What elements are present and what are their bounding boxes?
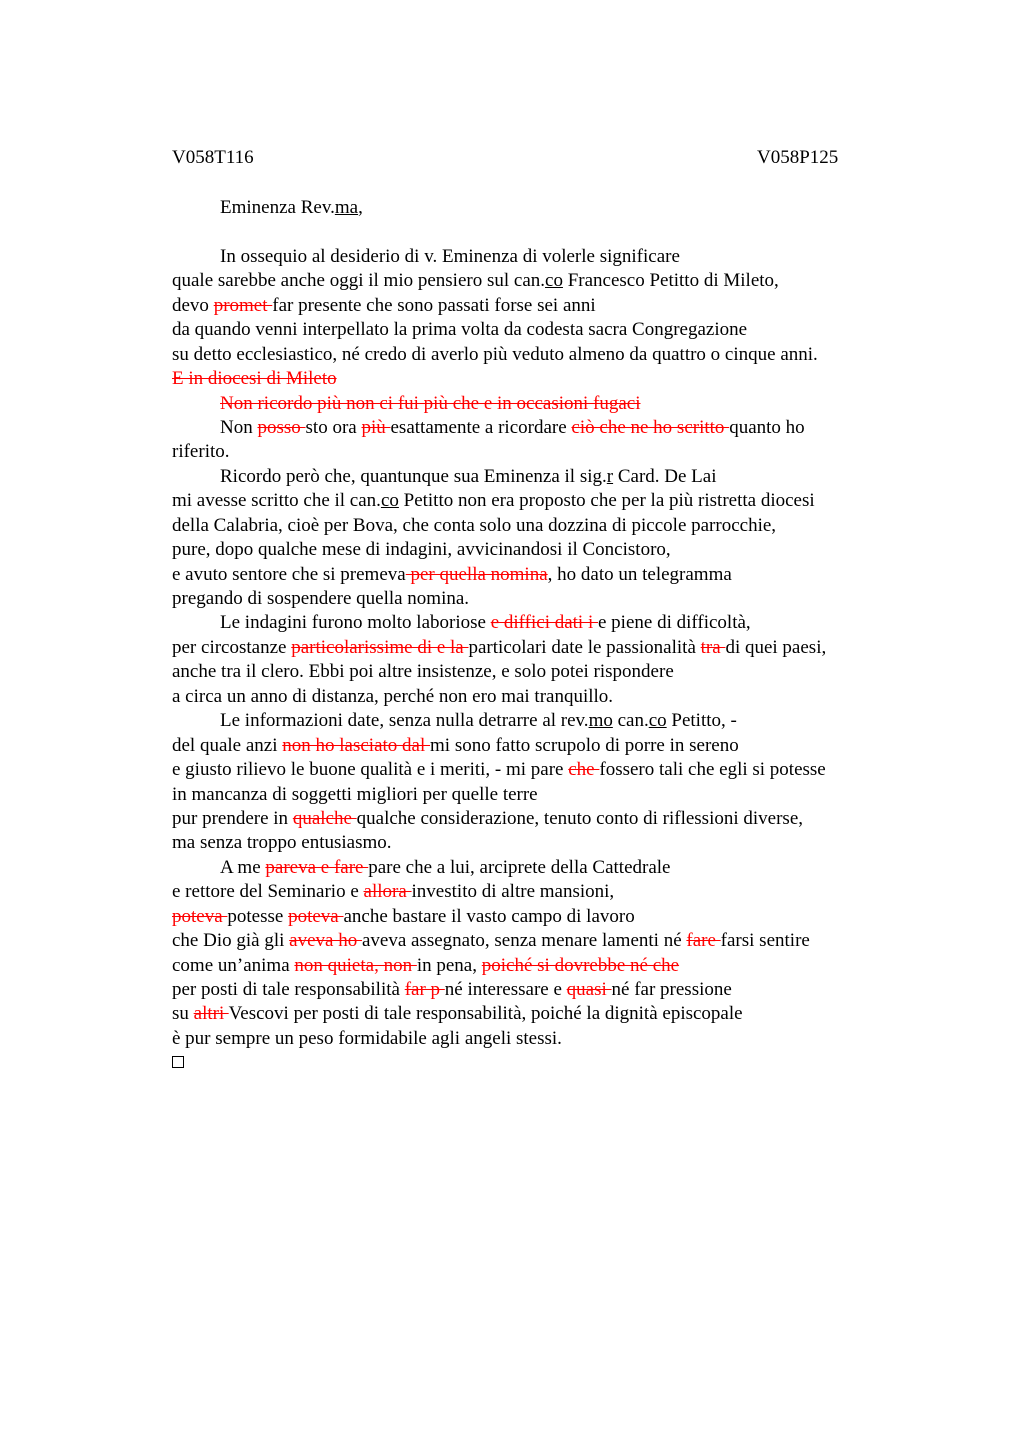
deleted-text: particolarissime di e la <box>291 636 469 658</box>
text-line: Le informazioni date, senza nulla detrarre al rev.mo can.co Petitto, - <box>220 710 737 732</box>
deleted-text: per quella nomina <box>405 563 548 585</box>
text-line: pregando di sospendere quella nomina. <box>172 588 470 609</box>
text-line: e avuto sentore che si premeva per quella nomina, ho dato un telegramma <box>172 563 732 585</box>
end-marker <box>172 1051 902 1075</box>
deleted-text: poteva <box>172 905 228 927</box>
text-line: è pur sempre un peso formidabile agli angeli stessi. <box>172 1027 562 1049</box>
deleted-text: pareva e fare <box>265 856 369 878</box>
text-line: Non posso sto ora più esattamente a ricordare ciò che ne ho scritto quanto ho <box>220 416 805 438</box>
text-line: Ricordo però che, quantunque sua Eminenza il sig.r Card. De Lai <box>220 465 717 487</box>
letter-body <box>172 196 902 1076</box>
text-line: quale sarebbe anche oggi il mio pensiero sul can.co Francesco Petitto di Mileto, <box>172 270 779 292</box>
deleted-text: ciò che ne ho scritto <box>571 416 730 438</box>
text-line: Le indagini furono molto laboriose e diffici dati i e piene di difficoltà, <box>220 612 751 634</box>
deleted-text: e diffici dati i <box>490 612 598 634</box>
text-line: su detto ecclesiastico, né credo di averlo più veduto almeno da quattro o cinque anni. <box>172 343 818 365</box>
text-line: su altri Vescovi per posti di tale responsabilità, poiché la dignità episcopale <box>172 1003 743 1025</box>
deleted-text: promet <box>213 294 273 316</box>
deleted-text: più <box>361 416 391 438</box>
text-line: del quale anzi non ho lasciato dal mi sono fatto scrupolo di porre in sereno <box>172 734 739 756</box>
text-line: per posti di tale responsabilità far p né interessare e quasi né far pressione <box>172 979 732 1000</box>
text-line: per circostanze particolarissime di e la particolari date le passionalità tra di quei paesi, <box>172 636 827 658</box>
text-line: A me pareva e fare pare che a lui, arciprete della Cattedrale <box>220 856 671 878</box>
text-line: anche tra il clero. Ebbi poi altre insistenze, e solo potei rispondere <box>172 661 674 683</box>
document-code-left: V058T116 <box>172 147 254 168</box>
deleted-text: non ho lasciato dal <box>282 734 431 756</box>
deleted-text: allora <box>363 881 412 903</box>
text-line: come un’anima non quieta, non in pena, poiché si dovrebbe né che <box>172 954 680 976</box>
deleted-text: fare <box>686 930 721 952</box>
deleted-text: che <box>568 759 600 781</box>
text-line: riferito. <box>172 441 230 463</box>
document-code-right: V058P125 <box>757 147 839 168</box>
deleted-text: posso <box>257 416 306 438</box>
deleted-text: qualche <box>292 807 357 829</box>
text-line: pur prendere in qualche qualche considerazione, tenuto conto di riflessioni diverse, <box>172 807 804 829</box>
salutation: Eminenza Rev.ma, <box>220 197 363 218</box>
text-line: in mancanza di soggetti migliori per quelle terre <box>172 783 538 805</box>
deleted-text: aveva ho <box>289 930 362 952</box>
deleted-text: far p <box>404 979 445 1000</box>
deleted-text: quasi <box>566 979 612 1000</box>
text-line: pure, dopo qualche mese di indagini, avvicinandosi il Concistoro, <box>172 539 671 561</box>
deleted-text: tra <box>700 636 726 658</box>
text-line: mi avesse scritto che il can.co Petitto non era proposto che per la più ristretta diocesi <box>172 490 815 512</box>
deleted-text: non quieta, non <box>294 954 417 976</box>
text-line: e giusto rilievo le buone qualità e i meriti, - mi pare che fossero tali che egli si potesse <box>172 759 826 781</box>
deleted-text: altri <box>193 1003 229 1025</box>
deleted-text: poiché si dovrebbe né che <box>481 954 680 976</box>
text-line: devo promet far presente che sono passati forse sei anni <box>172 294 596 316</box>
text-line: della Calabria, cioè per Bova, che conta solo una dozzina di piccole parrocchie, <box>172 514 777 536</box>
text-line: e rettore del Seminario e allora investito di altre mansioni, <box>172 881 615 903</box>
empty-square-icon <box>172 1056 184 1068</box>
text-line: In ossequio al desiderio di v. Eminenza di volerle significare <box>220 245 680 267</box>
text-line: da quando venni interpellato la prima volta da codesta sacra Congregazione <box>172 319 748 341</box>
deleted-line: Non ricordo più non ci fui più che e in occasioni fugaci <box>220 392 641 414</box>
text-line: poteva potesse poteva anche bastare il vasto campo di lavoro <box>172 905 635 927</box>
deleted-line: E in diocesi di Mileto <box>172 368 337 390</box>
deleted-text: poteva <box>288 905 344 927</box>
text-line: ma senza troppo entusiasmo. <box>172 832 392 854</box>
text-line: che Dio già gli aveva ho aveva assegnato, senza menare lamenti né fare farsi sentire <box>172 930 810 952</box>
blank-line <box>172 220 902 244</box>
text-line: a circa un anno di distanza, perché non ero mai tranquillo. <box>172 685 614 707</box>
